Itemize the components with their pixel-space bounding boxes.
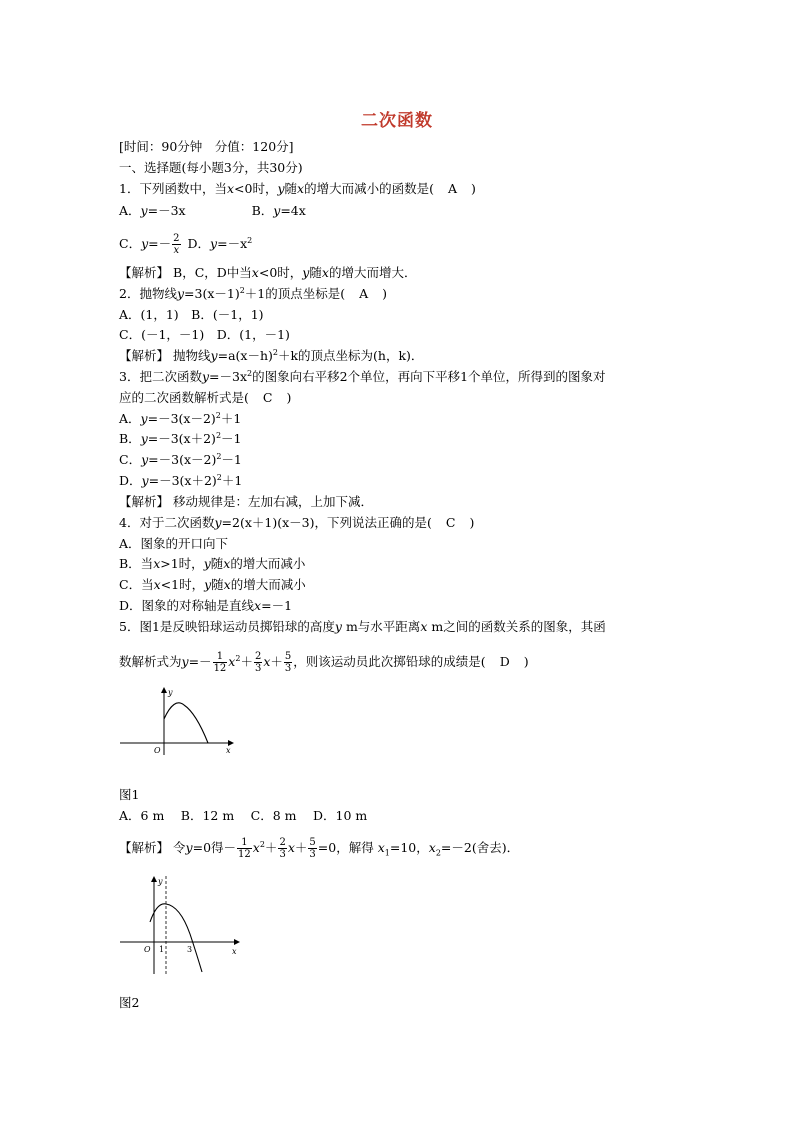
question-4-stem: 4．对于二次函数y=2(x＋1)(x－3)，下列说法正确的是( C ) [119,515,475,530]
fig1-x-label: x [226,746,231,755]
question-3-analysis: 【解析】 移动规律是：左加右减，上加下减． [119,494,374,509]
fig2-origin-label: O [144,945,151,954]
question-2-options-cd: C．(－1，－1) D．(1，－1) [119,327,290,342]
question-3-option-c: C．$y=-3(x-2)^2-1$ [119,451,242,467]
fig1-y-arrow [161,687,167,693]
fig2-y-arrow [151,876,157,882]
question-4-answer: C [445,515,456,530]
fig1-curve [164,703,208,743]
question-3-option-d: D．$y=-3(x+2)^2+1$ [119,472,243,488]
question-4-option-c: C．当x<1时，y随x的增大而减小 [119,577,306,592]
question-4-option-a: A．图象的开口向下 [119,536,229,551]
fig1-y-label: y [168,688,173,697]
question-2-stem: 2．抛物线$y=3(x-1)^2+1$的顶点坐标是( A ) [119,285,388,301]
question-5-answer: D [499,654,510,669]
question-1-analysis: 【解析】 B，C，D中当x<0时，y随x的增大而增大． [119,265,417,280]
question-5-formula-line: 数解析式为y=－ $\frac{1}{12}$ $x^2+$ $\frac{2}{3}$ x＋ $\frac{5}{3}$ ，则该运动员此次掷铅球的成绩是( D ) [119,651,529,674]
question-3-answer: C [262,390,273,405]
figure-1 [116,683,236,759]
fig2-tick-3-label: 3 [187,945,193,954]
page-title: 二次函数 [361,111,433,131]
fig2-curve [150,904,202,972]
question-1-options-ab: A．y=－3x B．y=4x [119,203,306,218]
fig1-origin-label: O [154,746,161,755]
fig2-tick-1-label: 1 [159,945,165,954]
question-4-option-b: B．当x>1时，y随x的增大而减小 [119,556,306,571]
question-3-stem-line2: 应的二次函数解析式是( C ) [119,390,292,405]
question-3-option-b: B．$y=-3(x+2)^2-1$ [119,430,242,446]
question-2-options-ab: A．(1，1) B．(－1，1) [119,307,264,322]
fig2-x-label: x [232,947,237,956]
section-heading: 一、选择题(每小题3分，共30分) [119,160,303,175]
fig2-x-arrow [234,939,240,945]
question-5-options: A．6 m B．12 m C．8 m D．10 m [119,808,368,823]
question-3-stem: 3．把二次函数$y=-3x^2$的图象向右平移2个单位，再向下平移1个单位，所得到的图象对 [119,368,606,384]
question-1-stem: 1．下列函数中，当x<0时，y随x的增大而减小的函数是( A ) [119,181,476,196]
question-3-option-a: A．$y=-3(x-2)^2+1$ [119,410,242,426]
question-1-options-cd: C．y=－ $\frac{2}{x}$ D．$y=-x^2$ [119,233,253,256]
question-5-stem: 5．图1是反映铅球运动员掷铅球的高度y m与水平距离x m之间的函数关系的图象，其函 [119,619,606,634]
question-2-analysis: 【解析】 抛物线$y=a(x-h)^2+k$的顶点坐标为(h，k)． [119,347,424,363]
question-4-option-d: D．图象的对称轴是直线x=－1 [119,598,293,613]
question-2-answer: A [359,286,369,301]
exam-meta: [时间：90分钟 分值：120分] [119,139,294,154]
figure-2-caption: 图2 [119,995,140,1010]
figure-1-caption: 图1 [119,787,140,802]
question-5-analysis: 【解析】 令y=0得－ $\frac{1}{12}$ $x^2+$ $\frac{2}{3}$ x＋ $\frac{5}{3}$ =0，解得 $x_1=10$，$x_2=-2$(舍去)． [119,837,520,860]
figure-2 [116,872,244,976]
question-1-answer: A [448,181,458,196]
fig2-y-label: y [158,877,163,886]
